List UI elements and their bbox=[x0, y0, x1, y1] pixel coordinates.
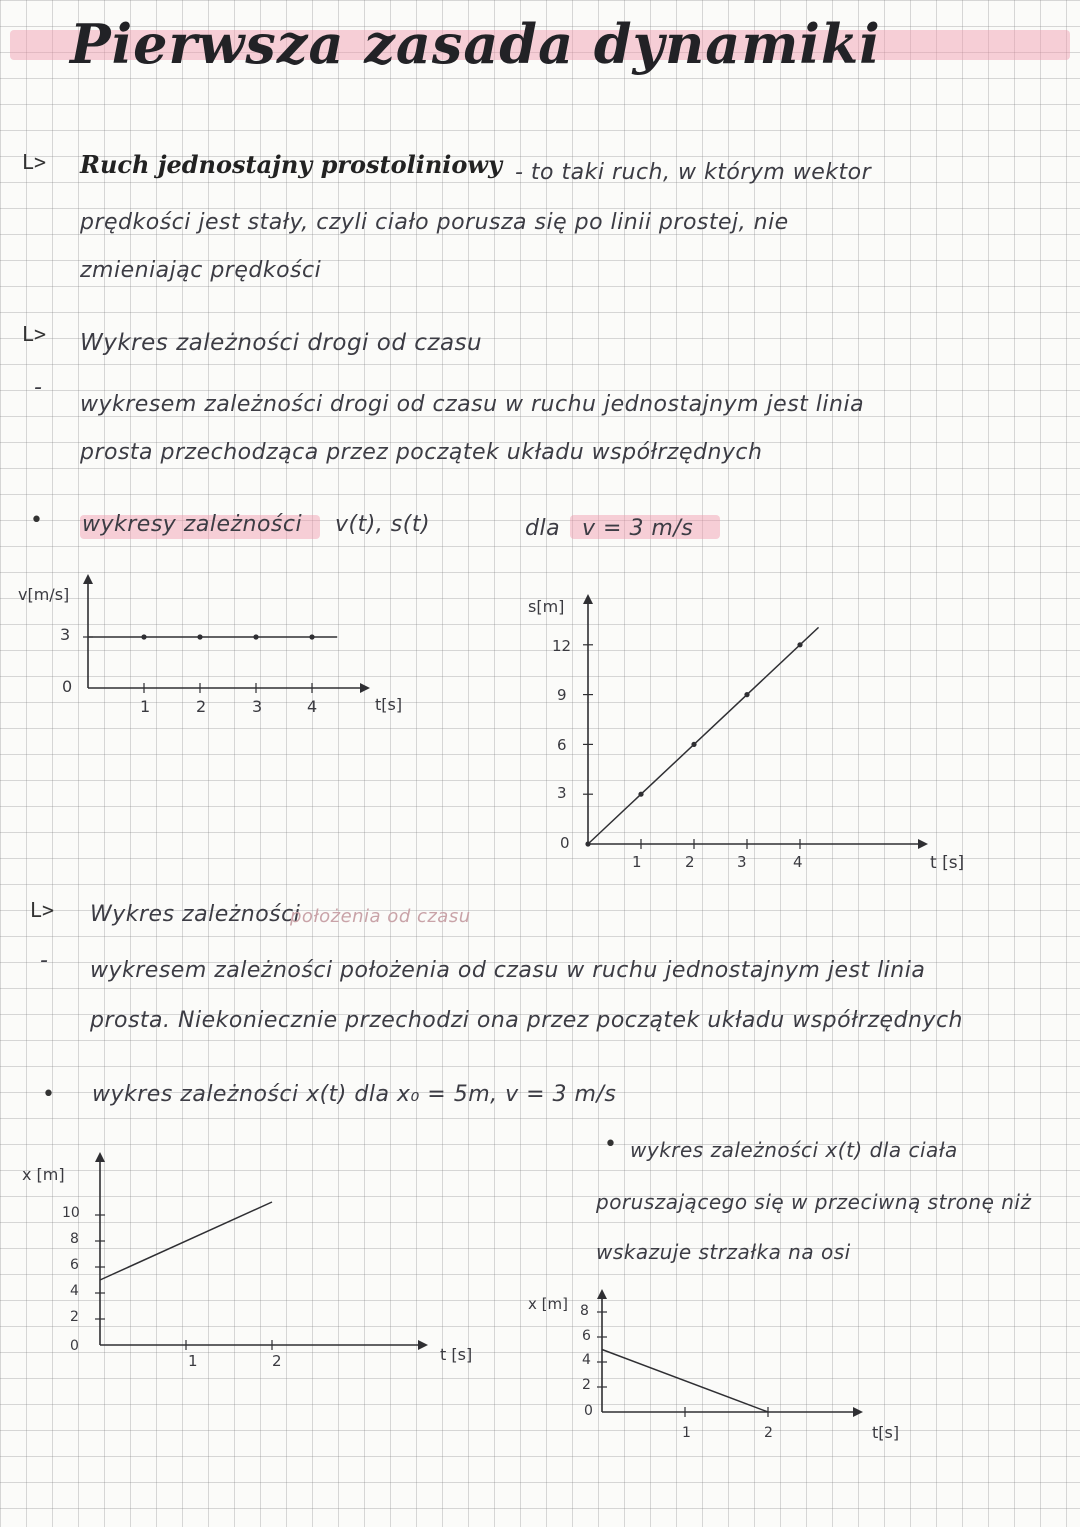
graph-x1-xlabel: t [s] bbox=[440, 1345, 473, 1364]
graph-s-ytick-3: 3 bbox=[557, 784, 567, 802]
graph-v-ylabel: v[m/s] bbox=[18, 585, 70, 604]
section-arrow: L> bbox=[22, 150, 47, 174]
graph-s-xlabel: t [s] bbox=[930, 853, 965, 873]
graph-x1-xtick-2: 2 bbox=[272, 1352, 282, 1370]
section3-dash: - bbox=[40, 948, 49, 973]
graph-x2-xtick-1: 1 bbox=[682, 1425, 691, 1441]
bullet3-line1: wykres zależności x(t) dla ciała bbox=[630, 1138, 958, 1162]
section2-heading: Wykres zależności drogi od czasu bbox=[80, 330, 483, 356]
graph-x2-xlabel: t[s] bbox=[872, 1423, 900, 1442]
section1-line1: - to taki ruch, w którym wektor bbox=[515, 160, 872, 185]
graph-x1-ytick-4: 4 bbox=[70, 1283, 79, 1299]
page-title: Pierwsza zasada dynamiki bbox=[70, 12, 881, 76]
graph-x1-xtick-1: 1 bbox=[188, 1352, 198, 1370]
bullet2-text: wykres zależności x(t) dla x₀ = 5m, v = 3 m/s bbox=[92, 1082, 617, 1107]
graph-x2-x-arrowhead bbox=[853, 1407, 863, 1417]
graph-x2-ylabel: x [m] bbox=[528, 1295, 568, 1313]
graph-x2-ytick-0: 0 bbox=[584, 1403, 593, 1419]
graph-x2-ytick-8: 8 bbox=[580, 1303, 589, 1319]
section3-line1: wykresem zależności położenia od czasu w ruchu jednostajnym jest linia bbox=[90, 958, 926, 983]
graph-x2-ytick-2: 2 bbox=[582, 1377, 591, 1393]
graph-s-series-line bbox=[588, 627, 819, 844]
bullet1-text-d: v = 3 m/s bbox=[582, 516, 694, 541]
graph-v-ytick-3: 3 bbox=[60, 625, 71, 644]
graph-x1-ytick-6: 6 bbox=[70, 1257, 79, 1273]
graph-x1-series-line bbox=[100, 1202, 272, 1280]
graph-s-ytick-12: 12 bbox=[552, 637, 572, 655]
graph-v-data-point-3 bbox=[309, 634, 314, 639]
section1-line2: prędkości jest stały, czyli ciało porusza się po linii prostej, nie bbox=[80, 210, 789, 235]
graph-s-data-point-1 bbox=[638, 792, 643, 797]
graph-v-xtick-2: 2 bbox=[196, 697, 207, 716]
graph-v-x-arrowhead bbox=[360, 683, 370, 693]
graph-x1-ylabel: x [m] bbox=[22, 1165, 65, 1184]
graph-s-ytick-6: 6 bbox=[557, 736, 567, 754]
graph-v-xtick-1: 1 bbox=[140, 697, 151, 716]
bullet-marker: • bbox=[604, 1132, 617, 1157]
graph-s-y-arrowhead bbox=[583, 594, 593, 604]
graph-x2-ytick-6: 6 bbox=[582, 1328, 591, 1344]
graph-v-ytick-0: 0 bbox=[62, 677, 73, 696]
section2-dash: - bbox=[34, 375, 43, 400]
bullet-marker: • bbox=[42, 1082, 55, 1107]
bullet3-line2: poruszającego się w przeciwną stronę niż bbox=[596, 1190, 1032, 1214]
graph-s-xtick-2: 2 bbox=[685, 853, 695, 871]
graph-x1-ytick-0: 0 bbox=[70, 1338, 79, 1354]
graph-x2-y-arrowhead bbox=[597, 1289, 607, 1299]
graph-v-data-point-2 bbox=[253, 634, 258, 639]
graph-v-xlabel: t[s] bbox=[375, 695, 403, 714]
section1-heading: Ruch jednostajny prostoliniowy bbox=[80, 150, 503, 179]
bullet3-line3: wskazuje strzałka na osi bbox=[596, 1240, 851, 1264]
section1-line3: zmieniając prędkości bbox=[80, 258, 322, 283]
graph-s-ytick-0: 0 bbox=[560, 834, 570, 852]
graph-x-of-t-2 bbox=[520, 1285, 940, 1455]
graph-s-data-point-3 bbox=[744, 692, 749, 697]
graph-x2-xtick-2: 2 bbox=[764, 1425, 773, 1441]
graph-x2-ytick-4: 4 bbox=[582, 1352, 591, 1368]
section2-line1: wykresem zależności drogi od czasu w ruchu jednostajnym jest linia bbox=[80, 392, 865, 417]
graph-s-xtick-4: 4 bbox=[793, 853, 803, 871]
graph-x2-series-line bbox=[602, 1350, 768, 1413]
graph-x1-y-arrowhead bbox=[95, 1152, 105, 1162]
graph-x1-x-arrowhead bbox=[418, 1340, 428, 1350]
graph-s-x-arrowhead bbox=[918, 839, 928, 849]
graph-s-ytick-9: 9 bbox=[557, 686, 567, 704]
graph-s-data-point-2 bbox=[691, 742, 696, 747]
section3-heading: Wykres zależności bbox=[90, 902, 301, 927]
graph-v-data-point-0 bbox=[141, 634, 146, 639]
bullet1-text-b: v(t), s(t) bbox=[335, 512, 431, 537]
graph-x1-ytick-8: 8 bbox=[70, 1231, 79, 1247]
graph-x1-ytick-2: 2 bbox=[70, 1309, 79, 1325]
section-arrow: L> bbox=[22, 322, 47, 346]
graph-s-data-point-0 bbox=[585, 841, 590, 846]
graph-s-xtick-1: 1 bbox=[632, 853, 642, 871]
graph-s-of-t bbox=[520, 590, 1000, 880]
bullet1-text-a: wykresy zależności bbox=[82, 512, 303, 537]
bullet1-text-c: dla bbox=[525, 516, 561, 541]
section3-line2: prosta. Niekoniecznie przechodzi ona przez początek układu współrzędnych bbox=[90, 1008, 963, 1033]
graph-s-xtick-3: 3 bbox=[737, 853, 747, 871]
graph-x1-ytick-10: 10 bbox=[62, 1205, 80, 1221]
section3-heading-faint: położenia od czasu bbox=[290, 906, 471, 927]
graph-v-data-point-1 bbox=[197, 634, 202, 639]
section-arrow: L> bbox=[30, 898, 55, 922]
graph-v-xtick-3: 3 bbox=[252, 697, 263, 716]
graph-v-xtick-4: 4 bbox=[307, 697, 318, 716]
graph-v-of-t bbox=[10, 570, 470, 720]
bullet-marker: • bbox=[30, 508, 43, 533]
graph-x-of-t-1 bbox=[10, 1150, 510, 1380]
graph-v-y-arrowhead bbox=[83, 574, 93, 584]
graph-s-ylabel: s[m] bbox=[528, 597, 565, 616]
graph-s-data-point-4 bbox=[797, 642, 802, 647]
section2-line2: prosta przechodząca przez początek układu współrzędnych bbox=[80, 440, 763, 465]
